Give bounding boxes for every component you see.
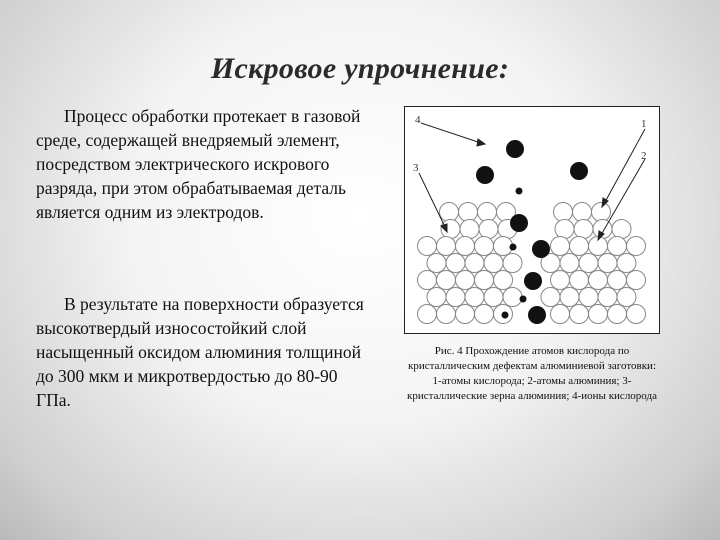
aluminium-grain <box>554 203 573 222</box>
paragraph-process: Процесс обработки протекает в газовой среде, содержащей внедряемый элемент, посредством электрического искрового разряда, при этом обрабатываемая деталь является одним из электродов. <box>36 106 361 222</box>
label-1: 1 <box>641 118 647 130</box>
aluminium-grain <box>427 288 446 307</box>
aluminium-grain <box>479 220 498 239</box>
aluminium-grain <box>589 305 608 324</box>
aluminium-grain <box>570 237 589 256</box>
aluminium-grain <box>560 254 579 273</box>
aluminium-grain <box>484 288 503 307</box>
aluminium-grain <box>460 220 479 239</box>
paragraph-result: В результате на поверхности образуется высокотвердый износостойкий слой насыщенный оксидом алюминия толщиной до 300 мкм и микротвердостью до 80-90 ГПа. <box>36 294 364 410</box>
aluminium-grain <box>465 254 484 273</box>
aluminium-grain <box>589 271 608 290</box>
aluminium-grain <box>627 237 646 256</box>
aluminium-grain <box>475 271 494 290</box>
aluminium-grain <box>612 220 631 239</box>
figure-caption: Рис. 4 Прохождение атомов кислорода по кристаллическим дефектам алюминиевой заготовки: 1-атомы кислорода; 2-атомы алюминия; 3-кристаллические зерна алюминия; 4-ионы кислорода <box>407 345 657 402</box>
aluminium-grain <box>484 254 503 273</box>
oxygen-atom <box>532 240 550 258</box>
aluminium-grain <box>608 237 627 256</box>
aluminium-grain <box>570 271 589 290</box>
aluminium-grain <box>437 237 456 256</box>
aluminium-grain <box>478 203 497 222</box>
aluminium-grain <box>418 305 437 324</box>
aluminium-grain <box>494 271 513 290</box>
aluminium-grain <box>551 271 570 290</box>
aluminium-grain <box>446 254 465 273</box>
aluminium-grain <box>608 305 627 324</box>
oxygen-atom <box>524 272 542 290</box>
oxygen-ion <box>502 312 509 319</box>
aluminium-grain <box>446 288 465 307</box>
aluminium-grain <box>627 305 646 324</box>
aluminium-grain <box>437 271 456 290</box>
oxygen-ion <box>520 296 527 303</box>
oxygen-atom <box>528 306 546 324</box>
oxygen-atom <box>570 162 588 180</box>
aluminium-grain <box>475 237 494 256</box>
aluminium-grain <box>574 220 593 239</box>
oxygen-atom <box>506 140 524 158</box>
oxygen-diffusion-diagram <box>405 107 658 332</box>
aluminium-grain <box>456 237 475 256</box>
aluminium-grain <box>627 271 646 290</box>
aluminium-grain <box>608 271 627 290</box>
aluminium-grain <box>573 203 592 222</box>
aluminium-grain <box>551 305 570 324</box>
aluminium-grain <box>456 305 475 324</box>
oxygen-atom <box>510 214 528 232</box>
arrowhead-4 <box>477 139 485 146</box>
oxygen-atom <box>476 166 494 184</box>
aluminium-grain <box>555 220 574 239</box>
aluminium-grain <box>560 288 579 307</box>
figure-diagram <box>404 106 660 334</box>
aluminium-grain <box>440 203 459 222</box>
aluminium-grain <box>427 254 446 273</box>
aluminium-grain <box>465 288 484 307</box>
arrow-4 <box>421 123 481 143</box>
arrow-1 <box>605 129 645 202</box>
label-4: 4 <box>415 114 421 126</box>
arrow-3 <box>419 173 445 227</box>
aluminium-grain <box>579 288 598 307</box>
aluminium-grain <box>617 288 636 307</box>
aluminium-grain <box>503 288 522 307</box>
aluminium-grain <box>598 288 617 307</box>
oxygen-ion <box>516 188 523 195</box>
label-2: 2 <box>641 150 647 162</box>
aluminium-grain <box>541 288 560 307</box>
aluminium-lattice <box>418 203 646 324</box>
aluminium-grain <box>503 254 522 273</box>
aluminium-grain <box>418 237 437 256</box>
aluminium-grain <box>598 254 617 273</box>
aluminium-grain <box>475 305 494 324</box>
aluminium-grain <box>579 254 598 273</box>
aluminium-grain <box>437 305 456 324</box>
aluminium-grain <box>418 271 437 290</box>
aluminium-grain <box>459 203 478 222</box>
oxygen-ion <box>510 244 517 251</box>
aluminium-grain <box>456 271 475 290</box>
label-3: 3 <box>413 162 419 174</box>
aluminium-grain <box>617 254 636 273</box>
aluminium-grain <box>551 237 570 256</box>
slide-title: Искровое упрочнение: <box>210 52 510 85</box>
aluminium-grain <box>570 305 589 324</box>
aluminium-grain <box>592 203 611 222</box>
